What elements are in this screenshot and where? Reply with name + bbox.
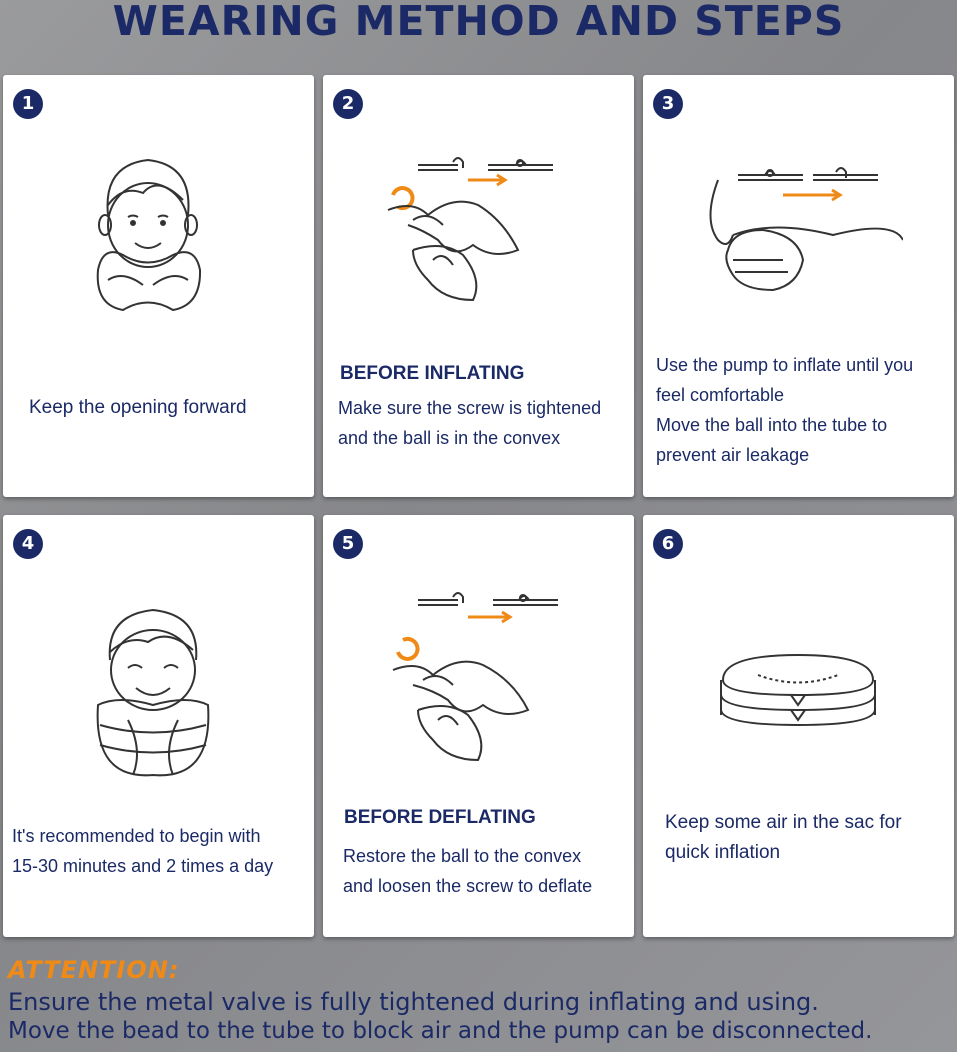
hand-tightening-screw-icon <box>383 150 563 310</box>
step-3-line: Move the ball into the tube to <box>656 415 888 435</box>
page-title: WEARING METHOD AND STEPS <box>112 0 845 45</box>
step-5-text <box>343 841 592 901</box>
step-3-text <box>656 350 913 470</box>
step-5-line: and loosen the screw to deflate <box>343 876 593 896</box>
step-number-badge: 5 <box>333 529 363 559</box>
step-6-text <box>665 808 902 868</box>
step-number-badge: 3 <box>653 89 683 119</box>
smiling-boy-neck-collar-icon <box>83 145 213 335</box>
step-3-line: feel comfortable <box>656 385 785 405</box>
step-card-1 <box>3 75 314 497</box>
step-5-heading: BEFORE DEFLATING <box>344 807 536 828</box>
step-number-badge: 4 <box>13 529 43 559</box>
step-1-line: Keep the opening forward <box>29 397 247 418</box>
step-card-4 <box>3 515 314 937</box>
attention-line-2: Move the bead to the tube to block air and the pump can be disconnected. <box>8 1018 873 1044</box>
step-6-line: Keep some air in the sac for <box>665 812 902 833</box>
step-2-heading: BEFORE INFLATING <box>340 363 525 384</box>
step-4-line: 15-30 minutes and 2 times a day <box>12 856 274 876</box>
step-3-line: Use the pump to inflate until you <box>656 355 914 375</box>
step-2-line: and the ball is in the convex <box>338 428 561 448</box>
step-3-line: prevent air leakage <box>656 445 810 465</box>
step-2-text <box>338 393 601 453</box>
step-number-badge: 2 <box>333 89 363 119</box>
step-card-6 <box>643 515 954 937</box>
step-number-badge: 1 <box>13 89 43 119</box>
step-4-line: It's recommended to begin with <box>12 826 261 846</box>
step-4-text <box>12 821 273 881</box>
attention-label: ATTENTION: <box>8 956 180 984</box>
hand-squeezing-pump-icon <box>703 160 903 320</box>
step-1-text <box>29 393 247 423</box>
happy-boy-inflated-collar-icon <box>88 600 218 790</box>
step-5-line: Restore the ball to the convex <box>343 846 582 866</box>
step-6-line: quick inflation <box>665 842 781 863</box>
partially-inflated-collar-icon <box>713 650 883 740</box>
step-card-3 <box>643 75 954 497</box>
step-card-5 <box>323 515 634 937</box>
step-number-badge: 6 <box>653 529 683 559</box>
attention-line-1: Ensure the metal valve is fully tightened during inflating and using. <box>8 988 819 1016</box>
step-card-2 <box>323 75 634 497</box>
hand-loosening-screw-icon <box>383 585 563 775</box>
step-2-line: Make sure the screw is tightened <box>338 398 602 418</box>
